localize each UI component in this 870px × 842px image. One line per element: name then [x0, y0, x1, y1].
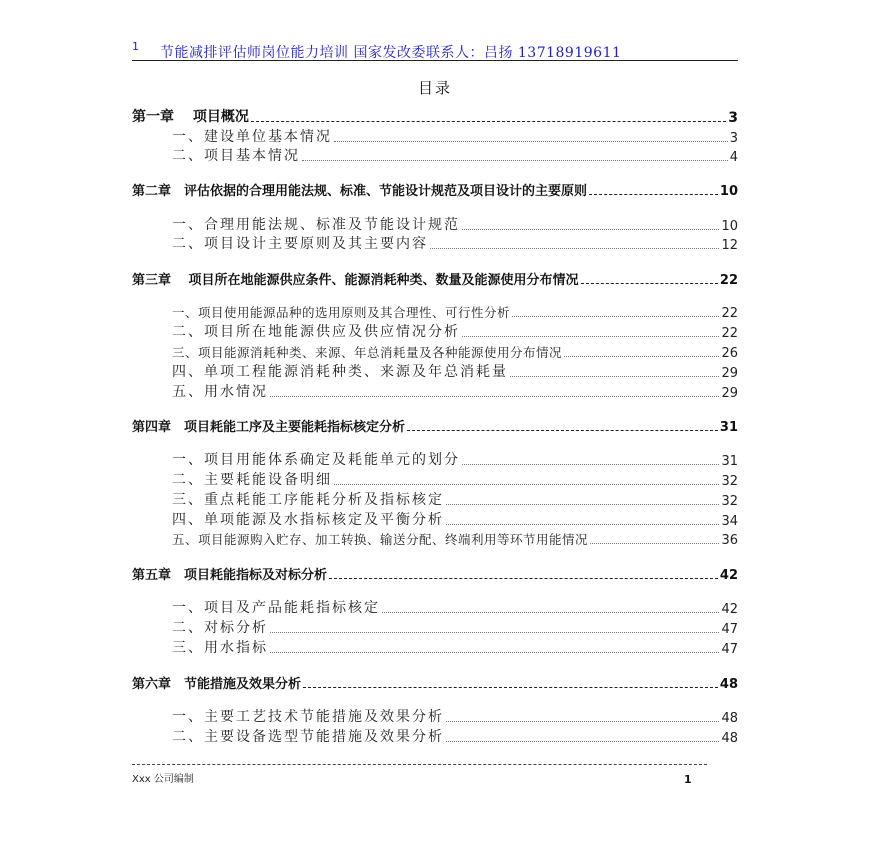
toc-chapter-4[interactable]	[132, 415, 738, 435]
toc-label: 四、单项工程能源消耗种类、来源及年总消耗量	[172, 364, 508, 380]
page-header	[132, 40, 738, 60]
toc-leader	[512, 316, 719, 317]
toc-section[interactable]	[132, 509, 738, 529]
toc-leader	[270, 632, 719, 633]
toc-leader	[462, 464, 719, 465]
toc-label: 二、主要耗能设备明细	[172, 472, 332, 488]
toc-section[interactable]	[132, 617, 738, 637]
toc-leader	[382, 612, 719, 613]
toc-section[interactable]	[132, 449, 738, 469]
toc-page: 47	[721, 642, 738, 657]
toc-leader	[446, 504, 719, 505]
toc-page: 42	[721, 602, 738, 617]
toc-section[interactable]	[132, 321, 738, 341]
toc-section[interactable]	[132, 126, 738, 146]
toc-section[interactable]	[132, 361, 738, 381]
toc-page: 3	[728, 110, 738, 126]
toc-section[interactable]	[132, 706, 738, 726]
toc-leader	[581, 283, 718, 284]
toc-leader	[446, 524, 719, 525]
toc-label: 二、项目所在地能源供应及供应情况分析	[172, 324, 460, 340]
toc-section[interactable]	[132, 597, 738, 617]
toc-section[interactable]	[132, 528, 738, 548]
toc-title: 目录	[417, 79, 452, 97]
toc-leader	[334, 141, 728, 142]
toc-label: 四、单项能源及水指标核定及平衡分析	[172, 512, 444, 528]
footer-company: Xxx 公司编制	[132, 774, 194, 785]
toc-page: 48	[721, 731, 738, 746]
header-page-number: 1	[132, 40, 139, 53]
toc-page: 32	[721, 494, 738, 509]
footer-divider	[132, 764, 707, 765]
toc-leader	[564, 356, 719, 357]
toc-label: 三、重点耗能工序能耗分析及指标核定	[172, 492, 444, 508]
toc-leader	[407, 430, 718, 431]
toc-section[interactable]	[132, 469, 738, 489]
toc-label: 二、项目设计主要原则及其主要内容	[172, 236, 428, 252]
toc-leader	[510, 376, 719, 377]
toc-page: 4	[729, 150, 738, 165]
toc-page: 31	[719, 420, 738, 435]
toc-leader	[270, 396, 719, 397]
toc-section[interactable]	[132, 301, 738, 321]
toc-chapter-1[interactable]	[132, 106, 738, 126]
toc-leader	[462, 336, 719, 337]
toc-page: 48	[719, 677, 738, 692]
toc-page: 3	[729, 131, 738, 146]
toc-label: 一、建设单位基本情况	[172, 129, 332, 145]
toc-page: 47	[721, 622, 738, 637]
toc-label: 三、项目能源消耗种类、来源、年总消耗量及各种能源使用分布情况	[172, 345, 563, 360]
toc-label: 一、项目用能体系确定及耗能单元的划分	[172, 452, 460, 468]
toc-label: 一、项目使用能源品种的选用原则及其合理性、可行性分析	[172, 305, 511, 320]
toc-leader	[303, 687, 718, 688]
toc-section[interactable]	[132, 341, 738, 361]
toc-page: 10	[719, 184, 738, 199]
toc-page: 48	[721, 711, 738, 726]
toc-leader	[446, 741, 719, 742]
toc-section[interactable]	[132, 145, 738, 165]
toc-label: 第六章 节能措施及效果分析	[132, 677, 302, 692]
toc-label: 五、项目能源购入贮存、加工转换、输送分配、终端利用等环节用能情况	[172, 532, 589, 547]
toc-leader	[462, 229, 719, 230]
header-divider	[132, 60, 738, 61]
toc-page: 12	[721, 238, 738, 253]
toc-section[interactable]	[132, 381, 738, 401]
toc-page: 22	[721, 306, 738, 321]
toc-label: 第四章 项目耗能工序及主要能耗指标核定分析	[132, 420, 406, 435]
toc-chapter-6[interactable]	[132, 672, 738, 692]
toc-chapter-2[interactable]	[132, 179, 738, 199]
toc-section[interactable]	[132, 233, 738, 253]
toc-label: 五、用水情况	[172, 384, 268, 400]
toc-label: 一、合理用能法规、标准及节能设计规范	[172, 217, 460, 233]
toc-page: 36	[721, 533, 738, 548]
toc-page: 29	[721, 366, 738, 381]
toc-page: 29	[721, 386, 738, 401]
toc-chapter-3[interactable]	[132, 268, 738, 288]
toc-label: 第三章 项目所在地能源供应条件、能源消耗种类、数量及能源使用分布情况	[132, 273, 579, 288]
toc-label: 一、主要工艺技术节能措施及效果分析	[172, 709, 444, 725]
toc-section[interactable]	[132, 637, 738, 657]
toc-leader	[430, 248, 719, 249]
header-text: 节能减排评估师岗位能力培训 国家发改委联系人：吕扬 13718919611	[160, 45, 622, 61]
toc-label: 二、对标分析	[172, 620, 268, 636]
toc-section[interactable]	[132, 214, 738, 234]
toc-leader	[329, 578, 718, 579]
toc-label: 第五章 项目耗能指标及对标分析	[132, 568, 328, 583]
toc-label: 第一章 项目概况	[132, 109, 249, 125]
toc-chapter-5[interactable]	[132, 563, 738, 583]
toc-leader	[251, 121, 726, 122]
toc-page: 26	[721, 346, 738, 361]
toc-label: 二、主要设备选型节能措施及效果分析	[172, 729, 444, 745]
toc-section[interactable]	[132, 489, 738, 509]
toc-section[interactable]	[132, 726, 738, 746]
footer-page-number: 1	[684, 773, 692, 786]
toc-page: 22	[721, 326, 738, 341]
toc-leader	[302, 160, 728, 161]
toc-page: 34	[721, 514, 738, 529]
toc-page: 31	[721, 454, 738, 469]
toc-label: 三、用水指标	[172, 640, 268, 656]
toc-page: 10	[721, 219, 738, 234]
toc-leader	[334, 484, 719, 485]
toc-label: 二、项目基本情况	[172, 148, 300, 164]
toc-page: 22	[719, 273, 738, 288]
toc-leader	[270, 652, 719, 653]
toc-leader	[446, 721, 719, 722]
toc-page: 42	[719, 568, 738, 583]
toc-label: 第二章 评估依据的合理用能法规、标准、节能设计规范及项目设计的主要原则	[132, 184, 588, 199]
toc-page: 32	[721, 474, 738, 489]
toc-label: 一、项目及产品能耗指标核定	[172, 600, 380, 616]
toc-leader	[589, 194, 718, 195]
toc-leader	[590, 543, 719, 544]
